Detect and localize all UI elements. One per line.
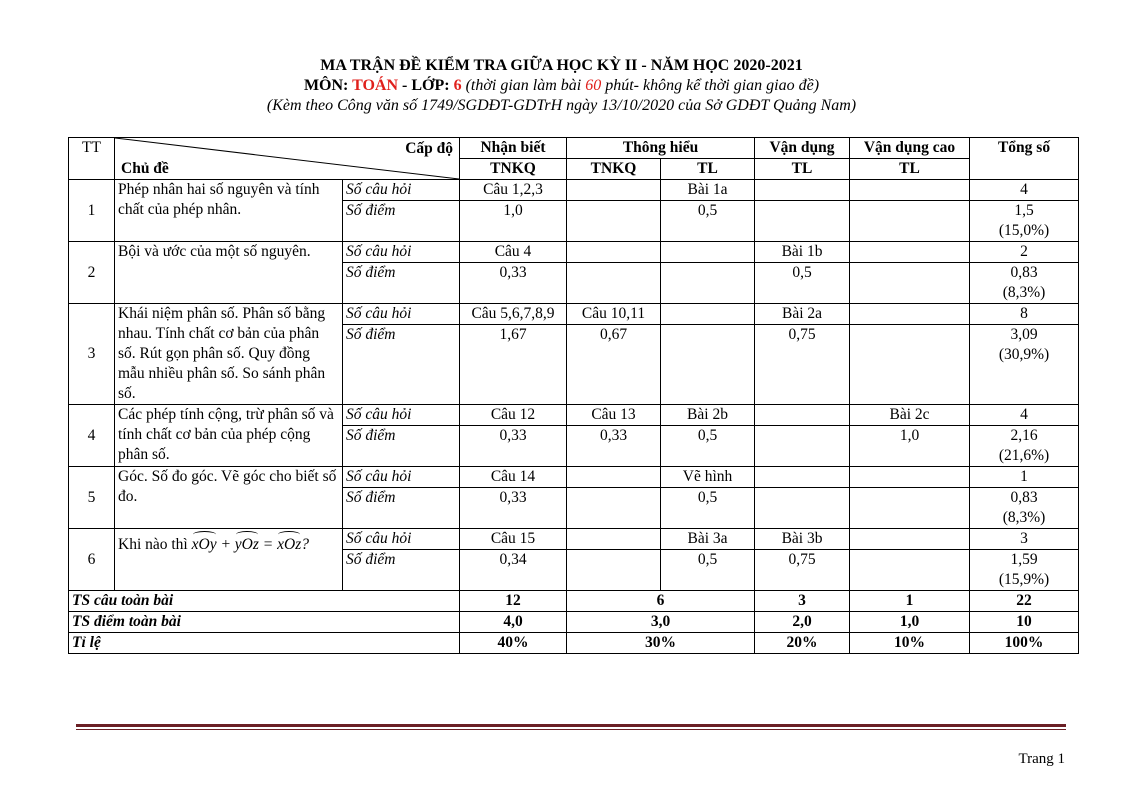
totals-row bbox=[69, 633, 1079, 654]
van-dung-cao-header: Vận dụng cao bbox=[850, 138, 970, 159]
totals-th: 6 bbox=[567, 591, 755, 612]
total-score-percent: (15,9%) bbox=[998, 571, 1050, 588]
total-score-value: 1,59 bbox=[1010, 551, 1038, 568]
question-cell: Bài 3b bbox=[755, 529, 850, 550]
formula-operator: = bbox=[258, 536, 278, 553]
question-cell bbox=[850, 467, 970, 488]
question-cell: Bài 2c bbox=[850, 405, 970, 426]
question-cell bbox=[850, 304, 970, 325]
score-cell: 0,33 bbox=[460, 263, 567, 304]
topic-text: Khi nào thì bbox=[118, 536, 192, 553]
subheader-tl: TL bbox=[661, 159, 755, 180]
question-cell bbox=[567, 242, 661, 263]
total-score-cell bbox=[970, 201, 1079, 242]
score-cell bbox=[850, 201, 970, 242]
label-so-diem: Số điểm bbox=[343, 550, 460, 591]
row-number: 3 bbox=[69, 304, 115, 405]
totals-vdc: 10% bbox=[850, 633, 970, 654]
total-score-percent: (21,6%) bbox=[998, 447, 1050, 464]
question-cell: Câu 13 bbox=[567, 405, 661, 426]
footer-rule-thin bbox=[76, 729, 1066, 730]
tt-header: TT bbox=[69, 138, 115, 180]
row-number: 6 bbox=[69, 529, 115, 591]
total-score-value: 2,16 bbox=[1010, 427, 1038, 444]
total-score-percent: (15,0%) bbox=[998, 222, 1050, 239]
score-cell bbox=[755, 426, 850, 467]
nhan-biet-header: Nhận biết bbox=[460, 138, 567, 159]
question-cell: Bài 2a bbox=[755, 304, 850, 325]
subject-value: TOÁN bbox=[352, 77, 399, 94]
topic-row bbox=[69, 180, 1079, 201]
header-row-1 bbox=[69, 138, 1079, 159]
label-so-diem: Số điểm bbox=[343, 488, 460, 529]
score-cell: 0,75 bbox=[755, 325, 850, 405]
row-number: 5 bbox=[69, 467, 115, 529]
question-cell: Bài 3a bbox=[661, 529, 755, 550]
question-cell: Câu 12 bbox=[460, 405, 567, 426]
score-cell: 1,67 bbox=[460, 325, 567, 405]
question-cell: Bài 1a bbox=[661, 180, 755, 201]
matrix-table bbox=[68, 137, 1079, 654]
diagonal-header-cell bbox=[115, 138, 460, 180]
totals-th: 3,0 bbox=[567, 612, 755, 633]
question-cell bbox=[755, 467, 850, 488]
total-score-cell bbox=[970, 263, 1079, 304]
totals-nb: 4,0 bbox=[460, 612, 567, 633]
score-cell bbox=[850, 550, 970, 591]
score-cell: 0,67 bbox=[567, 325, 661, 405]
score-cell bbox=[755, 488, 850, 529]
question-cell: Câu 10,11 bbox=[567, 304, 661, 325]
totals-tong: 22 bbox=[970, 591, 1079, 612]
total-score-percent: (30,9%) bbox=[998, 346, 1050, 363]
topic-cell: Phép nhân hai số nguyên và tính chất của phép nhân. bbox=[115, 180, 343, 242]
cap-do-label: Cấp độ bbox=[405, 140, 453, 157]
totals-row bbox=[69, 591, 1079, 612]
total-score-cell bbox=[970, 550, 1079, 591]
score-cell bbox=[850, 263, 970, 304]
score-cell bbox=[567, 263, 661, 304]
score-cell: 0,5 bbox=[661, 488, 755, 529]
total-score-cell bbox=[970, 488, 1079, 529]
subheader-tnkq: TNKQ bbox=[460, 159, 567, 180]
score-cell: 1,0 bbox=[850, 426, 970, 467]
score-cell: 0,34 bbox=[460, 550, 567, 591]
row-number: 1 bbox=[69, 180, 115, 242]
topic-cell bbox=[115, 529, 343, 591]
question-cell bbox=[567, 180, 661, 201]
totals-nb: 12 bbox=[460, 591, 567, 612]
row-number: 2 bbox=[69, 242, 115, 304]
topic-row bbox=[69, 467, 1079, 488]
score-cell: 1,0 bbox=[460, 201, 567, 242]
score-cell bbox=[850, 488, 970, 529]
formula-operator: + bbox=[216, 536, 235, 553]
total-questions-cell: 2 bbox=[970, 242, 1079, 263]
label-so-cau-hoi: Số câu hỏi bbox=[343, 529, 460, 550]
question-cell: Bài 2b bbox=[661, 405, 755, 426]
formula-operator: ? bbox=[301, 536, 309, 553]
topic-cell: Khái niệm phân số. Phân số bằng nhau. Tính chất cơ bản của phân số. Rút gọn phân số. Quy đồng mẫu nhiều phân số. So sánh phân số. bbox=[115, 304, 343, 405]
subheader-tl: TL bbox=[755, 159, 850, 180]
totals-label: Tỉ lệ bbox=[69, 633, 460, 654]
totals-label: TS điểm toàn bài bbox=[69, 612, 460, 633]
topic-cell: Bội và ước của một số nguyên. bbox=[115, 242, 343, 304]
question-cell bbox=[850, 180, 970, 201]
score-cell: 0,33 bbox=[460, 488, 567, 529]
score-cell bbox=[567, 201, 661, 242]
score-cell bbox=[661, 325, 755, 405]
totals-vd: 3 bbox=[755, 591, 850, 612]
score-cell: 0,33 bbox=[567, 426, 661, 467]
score-cell: 0,33 bbox=[460, 426, 567, 467]
angle-symbol: yOz bbox=[235, 531, 259, 555]
score-cell bbox=[661, 263, 755, 304]
total-score-cell bbox=[970, 325, 1079, 405]
thong-hieu-header: Thông hiểu bbox=[567, 138, 755, 159]
van-dung-header: Vận dụng bbox=[755, 138, 850, 159]
topic-cell: Các phép tính cộng, trừ phân số và tính chất cơ bản của phép cộng phân số. bbox=[115, 405, 343, 467]
time-value: 60 bbox=[585, 77, 602, 94]
score-cell: 0,5 bbox=[755, 263, 850, 304]
totals-vdc: 1,0 bbox=[850, 612, 970, 633]
topic-row bbox=[69, 242, 1079, 263]
question-cell: Câu 1,2,3 bbox=[460, 180, 567, 201]
question-cell: Câu 5,6,7,8,9 bbox=[460, 304, 567, 325]
question-cell bbox=[661, 242, 755, 263]
score-cell bbox=[567, 550, 661, 591]
question-cell: Câu 14 bbox=[460, 467, 567, 488]
question-cell bbox=[755, 180, 850, 201]
total-score-percent: (8,3%) bbox=[1002, 509, 1046, 526]
label-so-diem: Số điểm bbox=[343, 426, 460, 467]
label-so-diem: Số điểm bbox=[343, 325, 460, 405]
topic-row bbox=[69, 529, 1079, 550]
label-so-cau-hoi: Số câu hỏi bbox=[343, 180, 460, 201]
subheader-tl: TL bbox=[850, 159, 970, 180]
document-title: MA TRẬN ĐỀ KIỂM TRA GIỮA HỌC KỲ II - NĂM HỌC 2020-2021 bbox=[320, 57, 803, 74]
topic-cell: Góc. Số đo góc. Vẽ góc cho biết số đo. bbox=[115, 467, 343, 529]
topic-row bbox=[69, 304, 1079, 325]
question-cell bbox=[850, 529, 970, 550]
label-so-diem: Số điểm bbox=[343, 201, 460, 242]
total-score-percent: (8,3%) bbox=[1002, 284, 1046, 301]
question-cell: Vẽ hình bbox=[661, 467, 755, 488]
score-cell bbox=[755, 201, 850, 242]
question-cell bbox=[567, 529, 661, 550]
angle-formula bbox=[192, 536, 309, 553]
totals-row bbox=[69, 612, 1079, 633]
chu-de-label: Chủ đề bbox=[121, 160, 169, 177]
score-cell: 0,5 bbox=[661, 550, 755, 591]
score-cell: 0,5 bbox=[661, 426, 755, 467]
totals-vdc: 1 bbox=[850, 591, 970, 612]
question-cell bbox=[755, 405, 850, 426]
total-score-value: 0,83 bbox=[1010, 264, 1038, 281]
label-so-cau-hoi: Số câu hỏi bbox=[343, 304, 460, 325]
tong-so-header: Tổng số bbox=[970, 138, 1079, 180]
label-so-cau-hoi: Số câu hỏi bbox=[343, 405, 460, 426]
angle-symbol: xOy bbox=[192, 531, 217, 555]
total-questions-cell: 8 bbox=[970, 304, 1079, 325]
label-so-cau-hoi: Số câu hỏi bbox=[343, 242, 460, 263]
total-score-value: 0,83 bbox=[1010, 489, 1038, 506]
topic-row bbox=[69, 405, 1079, 426]
totals-tong: 10 bbox=[970, 612, 1079, 633]
page-number: Trang 1 bbox=[1018, 751, 1065, 767]
label-so-cau-hoi: Số câu hỏi bbox=[343, 467, 460, 488]
totals-vd: 20% bbox=[755, 633, 850, 654]
row-number: 4 bbox=[69, 405, 115, 467]
total-score-value: 3,09 bbox=[1010, 326, 1038, 343]
subheader-tnkq: TNKQ bbox=[567, 159, 661, 180]
question-cell: Câu 4 bbox=[460, 242, 567, 263]
subject-line bbox=[0, 77, 1123, 95]
angle-symbol: xOz bbox=[277, 531, 301, 555]
question-cell: Bài 1b bbox=[755, 242, 850, 263]
question-cell bbox=[850, 242, 970, 263]
totals-th: 30% bbox=[567, 633, 755, 654]
score-cell: 0,5 bbox=[661, 201, 755, 242]
time-prefix: (thời gian làm bài bbox=[461, 77, 586, 94]
grade-label: - LỚP: bbox=[398, 77, 454, 94]
total-questions-cell: 1 bbox=[970, 467, 1079, 488]
question-cell bbox=[567, 467, 661, 488]
document-subtitle: (Kèm theo Công văn số 1749/SGDĐT-GDTrH ngày 13/10/2020 của Sở GDĐT Quảng Nam) bbox=[266, 97, 857, 114]
total-questions-cell: 4 bbox=[970, 405, 1079, 426]
time-suffix: phút- không kể thời gian giao đề) bbox=[601, 77, 820, 94]
score-cell: 0,75 bbox=[755, 550, 850, 591]
grade-value: 6 bbox=[453, 77, 462, 94]
totals-nb: 40% bbox=[460, 633, 567, 654]
total-questions-cell: 3 bbox=[970, 529, 1079, 550]
total-questions-cell: 4 bbox=[970, 180, 1079, 201]
total-score-value: 1,5 bbox=[1014, 202, 1034, 219]
subject-label: MÔN: bbox=[303, 77, 353, 94]
score-cell bbox=[850, 325, 970, 405]
question-cell: Câu 15 bbox=[460, 529, 567, 550]
footer-rule-thick bbox=[76, 724, 1066, 727]
question-cell bbox=[661, 304, 755, 325]
score-cell bbox=[567, 488, 661, 529]
label-so-diem: Số điểm bbox=[343, 263, 460, 304]
totals-tong: 100% bbox=[970, 633, 1079, 654]
totals-vd: 2,0 bbox=[755, 612, 850, 633]
totals-label: TS câu toàn bài bbox=[69, 591, 460, 612]
total-score-cell bbox=[970, 426, 1079, 467]
